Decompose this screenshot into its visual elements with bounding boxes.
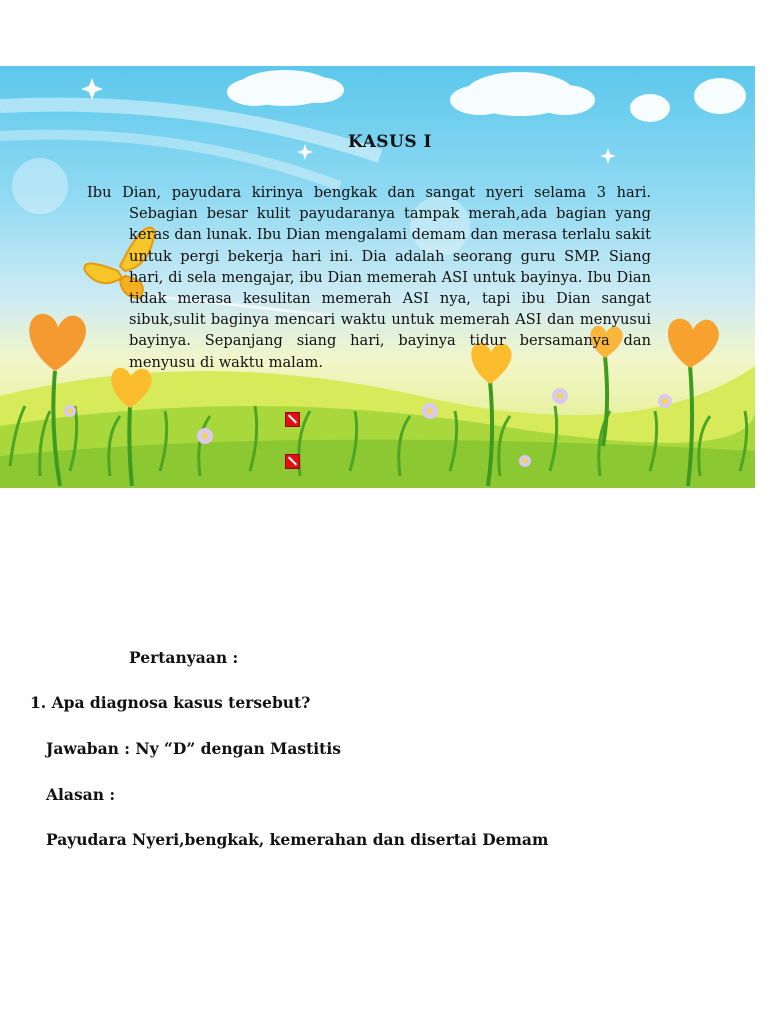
- reason-text: Payudara Nyeri,bengkak, kemerahan dan disertai Demam: [46, 830, 549, 849]
- case-slide: [0, 66, 755, 488]
- case-title: KASUS I: [347, 132, 433, 152]
- answer: Jawaban : Ny “D” dengan Mastitis: [46, 739, 341, 758]
- marker-icon: [285, 412, 300, 427]
- question-1: 1. Apa diagnosa kasus tersebut?: [30, 693, 311, 712]
- marker-icon: [285, 454, 300, 469]
- clouds: [227, 70, 746, 122]
- questions-heading: Pertanyaan :: [129, 648, 239, 667]
- reason-label: Alasan :: [46, 785, 116, 804]
- case-description: Ibu Dian, payudara kirinya bengkak dan sangat nyeri selama 3 hari. Sebagian besar kulit payudaranya tampak merah,ada bagian yang keras dan lunak. Ibu Dian mengalami demam dan merasa terlalu sakit untuk pergi bekerja hari ini. Dia adalah seorang guru SMP. Siang hari, di sela mengajar, ibu Dian memerah ASI untuk bayinya. Ibu Dian tidak merasa kesulitan memerah ASI nya, tapi ibu Dian sangat sibuk,sulit baginya mencari waktu untuk memerah ASI dan menyusui bayinya. Sepanjang siang hari, bayinya tidur bersamanya dan menyusu di waktu malam.: [87, 184, 651, 371]
